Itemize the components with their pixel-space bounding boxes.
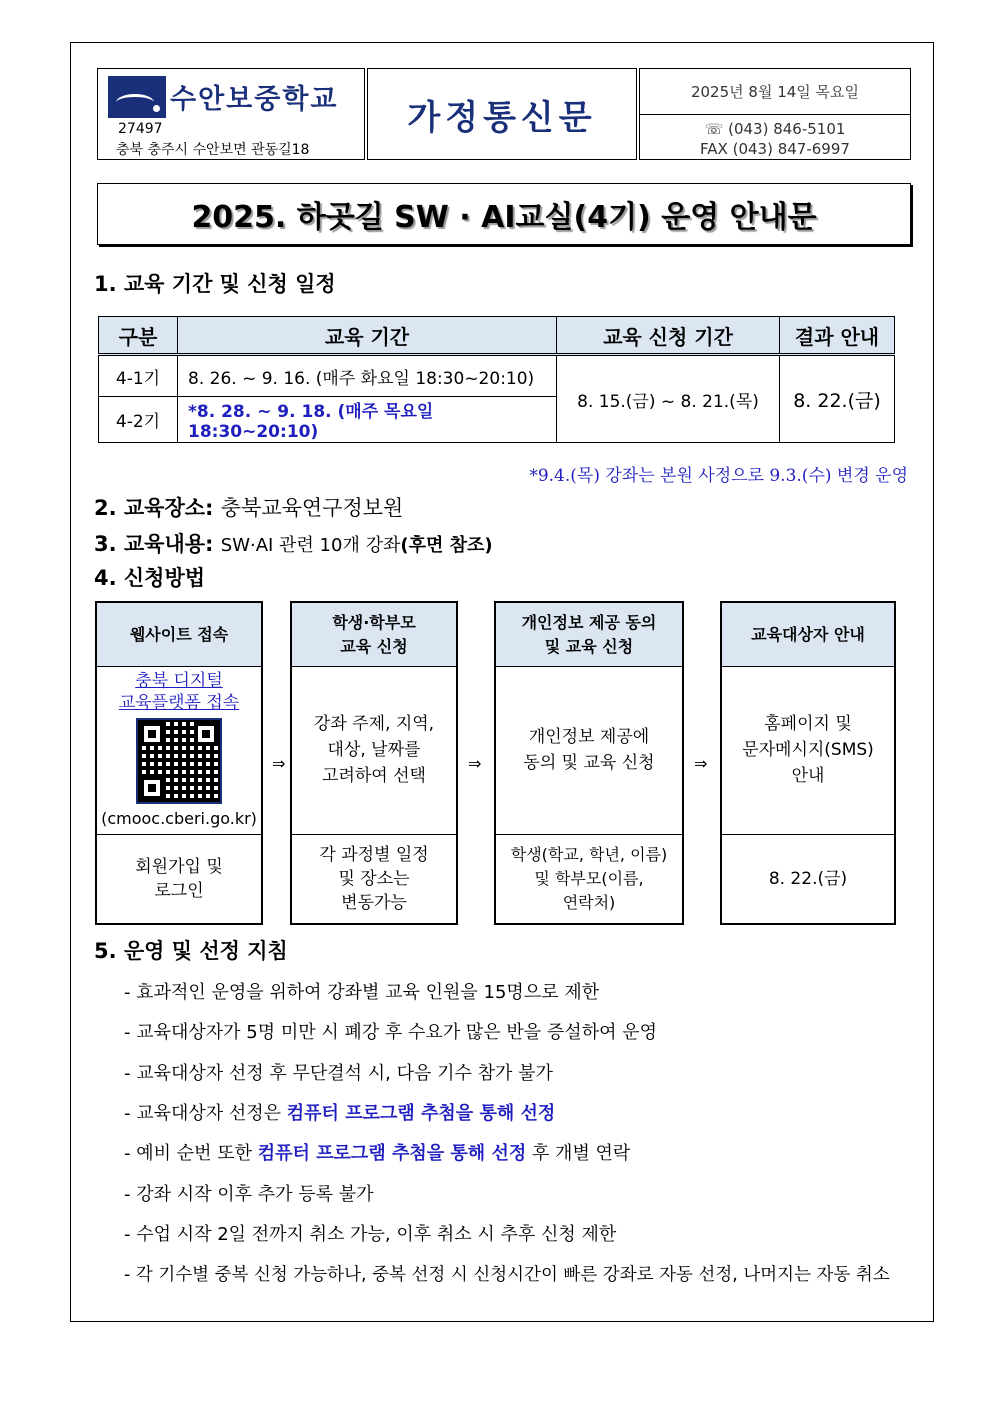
row-period: 8. 26. ~ 9. 16. (매주 화요일 18:30~20:10) [178,355,557,397]
row-label: 4-2기 [99,397,178,443]
rule-item: - 강좌 시작 이후 추가 등록 불가 [124,1184,374,1205]
rule-item: - 교육대상자가 5명 미만 시 폐강 후 수요가 많은 반을 증설하여 운영 [124,1022,657,1043]
letterhead [97,68,911,160]
schedule-note: *9.4.(목) 강좌는 본원 사정으로 9.3.(수) 변경 운영 [529,466,908,486]
rule-item: - 수업 시작 2일 전까지 취소 가능, 이후 취소 시 추후 신청 제한 [124,1224,617,1245]
step-text: 개인정보 제공에 [528,727,650,747]
step-text: 고려하여 선택 [322,766,426,786]
school-address: 충북 충주시 수안보면 관동길18 [116,142,310,158]
step-head: 학생·학부모 [332,612,416,632]
section4-title: 4. 신청방법 [94,566,206,590]
rule-item: - 교육대상자 선정은 컴퓨터 프로그램 추첨을 통해 선정 [124,1103,556,1124]
step-text: 안내 [791,766,825,786]
arrow-icon: ⇒ [468,754,482,773]
doc-title: 가정통신문 [407,97,597,138]
step-head: 교육 신청 [340,636,408,656]
step-text: 강좌 주제, 지역, [313,714,435,734]
step-text: 동의 및 교육 신청 [523,753,655,773]
step-bottom: 회원가입 및 [135,857,223,877]
section3-label: 3. 교육내용: [94,532,214,556]
section2-value: 충북교육연구정보원 [220,496,404,520]
section3-value: SW·AI 관련 10개 강좌 [220,535,401,556]
notice-title-banner: 2025. 하곳길 SW · AI교실(4기) 운영 안내문 [97,183,911,245]
step-consent [494,601,684,925]
step-bottom: 연락처) [562,893,616,912]
section1-title: 1. 교육 기간 및 신청 일정 [94,272,336,296]
step-bottom: 각 과정별 일정 [319,845,429,865]
step-website [95,601,263,925]
fax-number: FAX (043) 847-6997 [700,140,850,158]
rule-item: - 예비 순번 또한 컴퓨터 프로그램 추첨을 통해 선정 후 개별 연락 [124,1143,631,1164]
contact-cell [639,68,911,160]
row-period: *8. 28. ~ 9. 18. (매주 목요일 18:30~20:10) [178,397,557,443]
rule-item: - 효과적인 운영을 위하여 강좌별 교육 인원을 15명으로 제한 [124,982,600,1003]
step-bottom: 변동가능 [341,893,407,913]
platform-link[interactable]: 충북 디지털 [135,671,223,691]
doc-title-cell [367,68,637,160]
highlight-text: 컴퓨터 프로그램 추첨을 통해 선정 [286,1103,556,1124]
step-bottom: 및 장소는 [338,869,410,889]
step-text: 홈페이지 및 [764,714,852,734]
step-head: 및 교육 신청 [544,636,634,656]
schedule-table [98,316,895,443]
issue-date: 2025년 8월 14일 목요일 [640,69,910,115]
step-head: 웹사이트 접속 [97,603,261,667]
school-info [97,68,365,160]
platform-link-2[interactable]: 교육플랫폼 접속 [118,693,240,713]
step-bottom: 학생(학교, 학년, 이름) [510,845,668,864]
section5-title: 5. 운영 및 선정 지침 [94,939,288,963]
step-bottom: 로그인 [154,881,204,901]
school-name: 수안보중학교 [170,84,339,115]
col-header: 교육 기간 [178,317,557,355]
school-logo-icon [108,76,166,118]
step-text: 문자메시지(SMS) [742,740,874,760]
highlight-text: 컴퓨터 프로그램 추첨을 통해 선정 [257,1143,527,1164]
col-header: 교육 신청 기간 [557,317,780,355]
section3 [94,528,493,558]
step-head: 교육대상자 안내 [722,603,894,667]
step-bottom: 및 학부모(이름, [534,869,644,888]
row-label: 4-1기 [99,355,178,397]
phone-number: ☏ (043) 846-5101 [704,120,846,138]
platform-url: (cmooc.cberi.go.kr) [101,809,257,828]
result-date: 8. 22.(금) [780,355,895,443]
qr-code-icon[interactable] [136,718,222,804]
step-head: 개인정보 제공 동의 [521,612,657,632]
step-text: 대상, 날짜를 [327,740,421,760]
section2-label: 2. 교육장소: [94,496,214,520]
col-header: 결과 안내 [780,317,895,355]
apply-period: 8. 15.(금) ~ 8. 21.(목) [557,355,780,443]
zip-code: 27497 [118,121,163,137]
step-bottom: 8. 22.(금) [768,869,848,889]
arrow-icon: ⇒ [694,754,708,773]
rule-item: - 각 기수별 중복 신청 가능하나, 중복 선정 시 신청시간이 빠른 강좌로 자동 선정, 나머지는 자동 취소 [124,1265,890,1285]
step-notice [720,601,896,925]
section2 [94,492,403,522]
section3-suffix: (후면 참조) [400,535,493,556]
rule-item: - 교육대상자 선정 후 무단결석 시, 다음 기수 참가 불가 [124,1063,553,1084]
step-apply [290,601,458,925]
col-header: 구분 [99,317,178,355]
arrow-icon: ⇒ [272,754,286,773]
